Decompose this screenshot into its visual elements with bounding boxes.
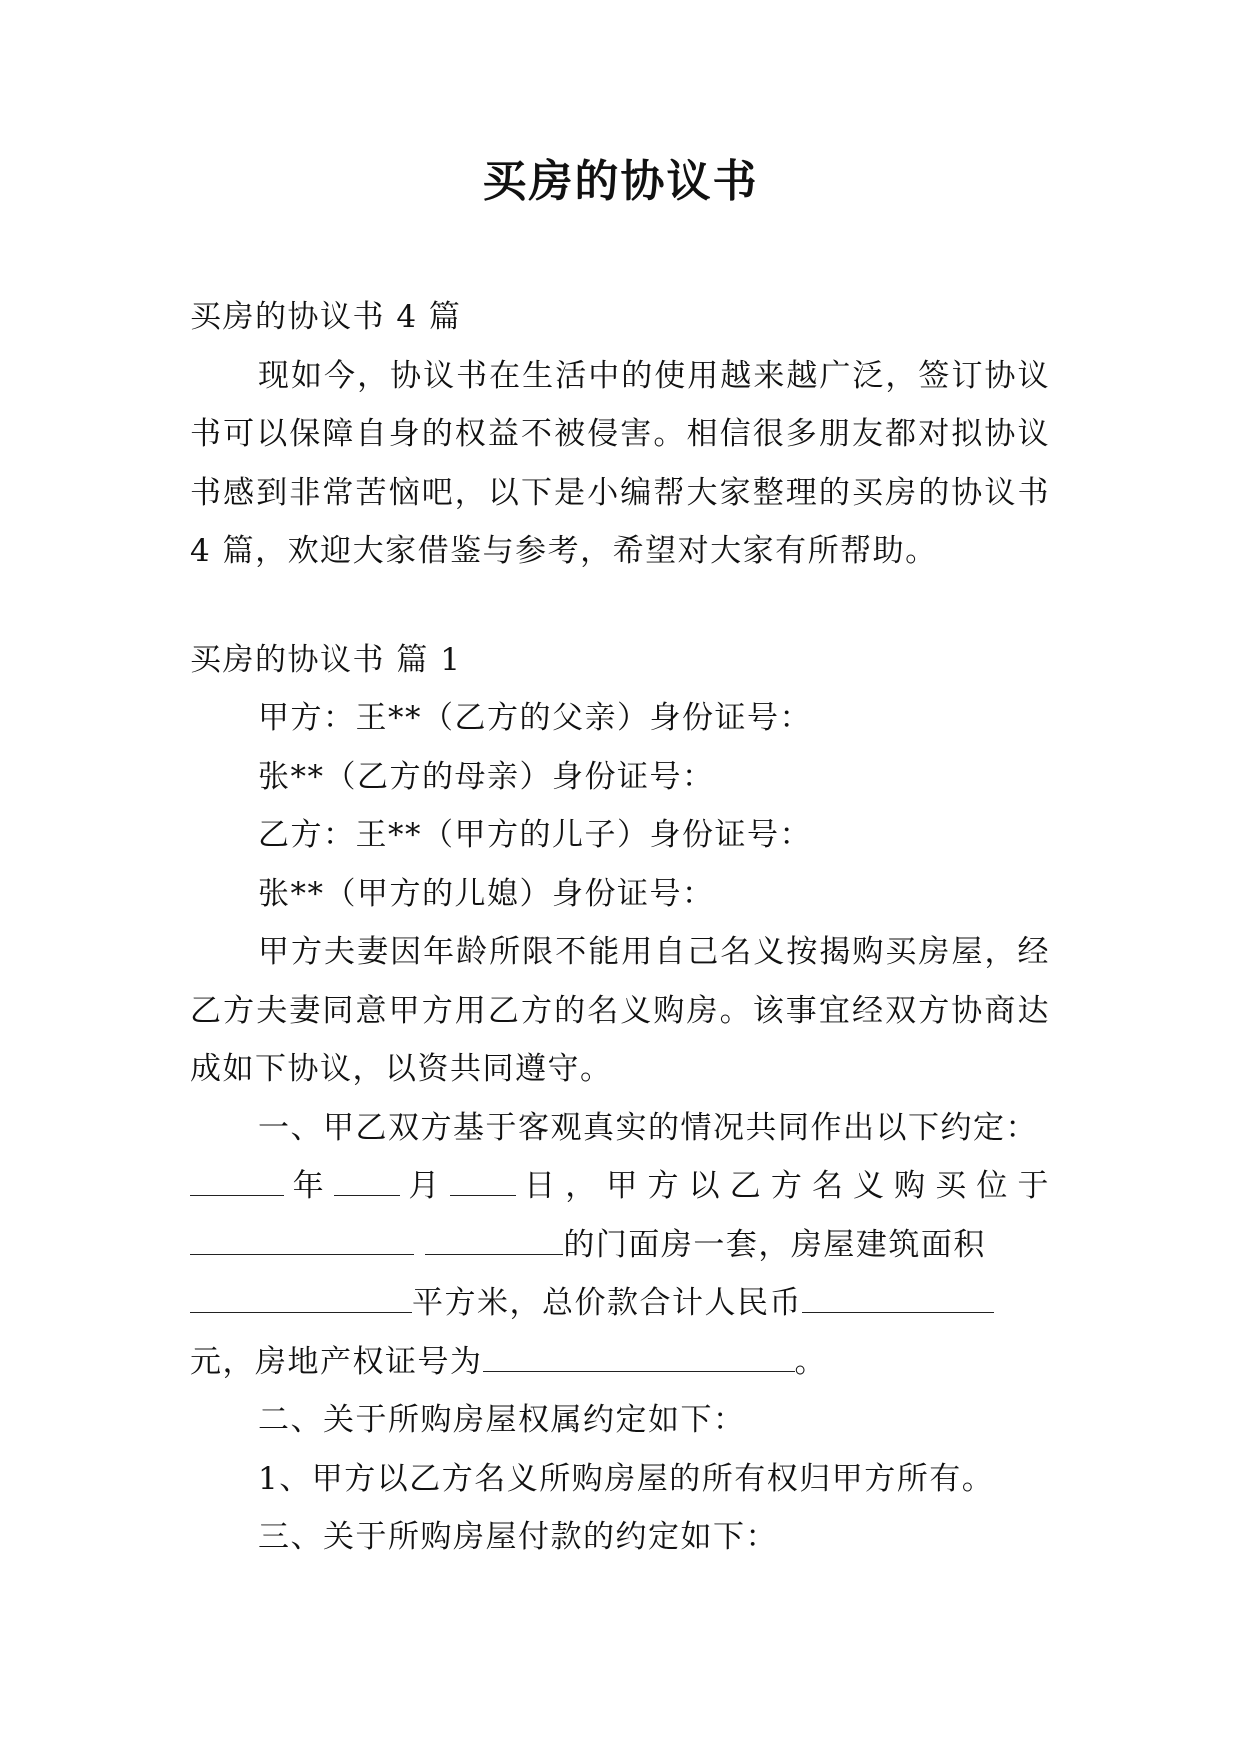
year-label: 年 bbox=[284, 1168, 334, 1204]
document-subtitle: 买房的协议书 4 篇 bbox=[190, 299, 462, 335]
preamble-paragraph: 甲方夫妻因年龄所限不能用自己名义按揭购买房屋，经乙方夫妻同意甲方用乙方的名义购房。该事宜经双方协商达成如下协议，以资共同遵守。 bbox=[190, 934, 1050, 1087]
property-text: 的门面房一套，房屋建筑面积 bbox=[563, 1226, 986, 1263]
month-label: 月 bbox=[399, 1168, 450, 1204]
section-heading: 买房的协议书 篇 1 bbox=[190, 641, 462, 678]
clause-2-heading: 二、关于所购房屋权属约定如下： bbox=[258, 1402, 746, 1438]
certificate-blank bbox=[483, 1343, 795, 1372]
day-blank bbox=[450, 1167, 516, 1196]
clause-1-heading: 一、甲乙双方基于客观真实的情况共同作出以下约定： bbox=[258, 1109, 1038, 1146]
party-a-line-2: 张**（乙方的母亲）身份证号： bbox=[258, 758, 715, 795]
party-b-line-1: 乙方：王**（甲方的儿子）身份证号： bbox=[258, 817, 812, 853]
document-title: 买房的协议书 bbox=[482, 156, 759, 207]
party-a-line-1: 甲方：王**（乙方的父亲）身份证号： bbox=[258, 700, 812, 736]
location-blank-1 bbox=[190, 1226, 414, 1255]
yuan-text: 元，房地产权证号为 bbox=[190, 1343, 483, 1380]
document-body bbox=[190, 288, 1050, 1567]
area-blank bbox=[190, 1284, 412, 1313]
party-b-line-2: 张**（甲方的儿媳）身份证号： bbox=[258, 875, 715, 912]
clause-1-certificate-line bbox=[190, 1333, 1050, 1392]
year-blank bbox=[190, 1167, 284, 1196]
month-blank bbox=[334, 1167, 400, 1196]
clause-2-item-1: 1、甲方以乙方名义所购房屋的所有权归甲方所有。 bbox=[258, 1460, 995, 1497]
clause-3-heading: 三、关于所购房屋付款的约定如下： bbox=[258, 1519, 778, 1555]
clause-1-property-line bbox=[190, 1216, 1050, 1275]
clause-1-date-line bbox=[190, 1157, 1050, 1216]
location-blank-2 bbox=[425, 1226, 563, 1255]
clause-1-area-line bbox=[190, 1274, 1050, 1333]
date-rest-text: 日，甲方以乙方名义购买位于 bbox=[515, 1168, 1051, 1204]
intro-paragraph: 现如今，协议书在生活中的使用越来越广泛，签订协议书可以保障自身的权益不被侵害。相信很多朋友都对拟协议书感到非常苦恼吧，以下是小编帮大家整理的买房的协议书 4 篇，欢迎大家借鉴与参考，希望对大家有所帮助。 bbox=[190, 357, 1050, 569]
section-gap bbox=[190, 581, 1050, 631]
clause-1-end-mark: 。 bbox=[794, 1343, 827, 1380]
area-text: 平方米，总价款合计人民币 bbox=[412, 1285, 802, 1321]
price-blank bbox=[802, 1284, 994, 1313]
